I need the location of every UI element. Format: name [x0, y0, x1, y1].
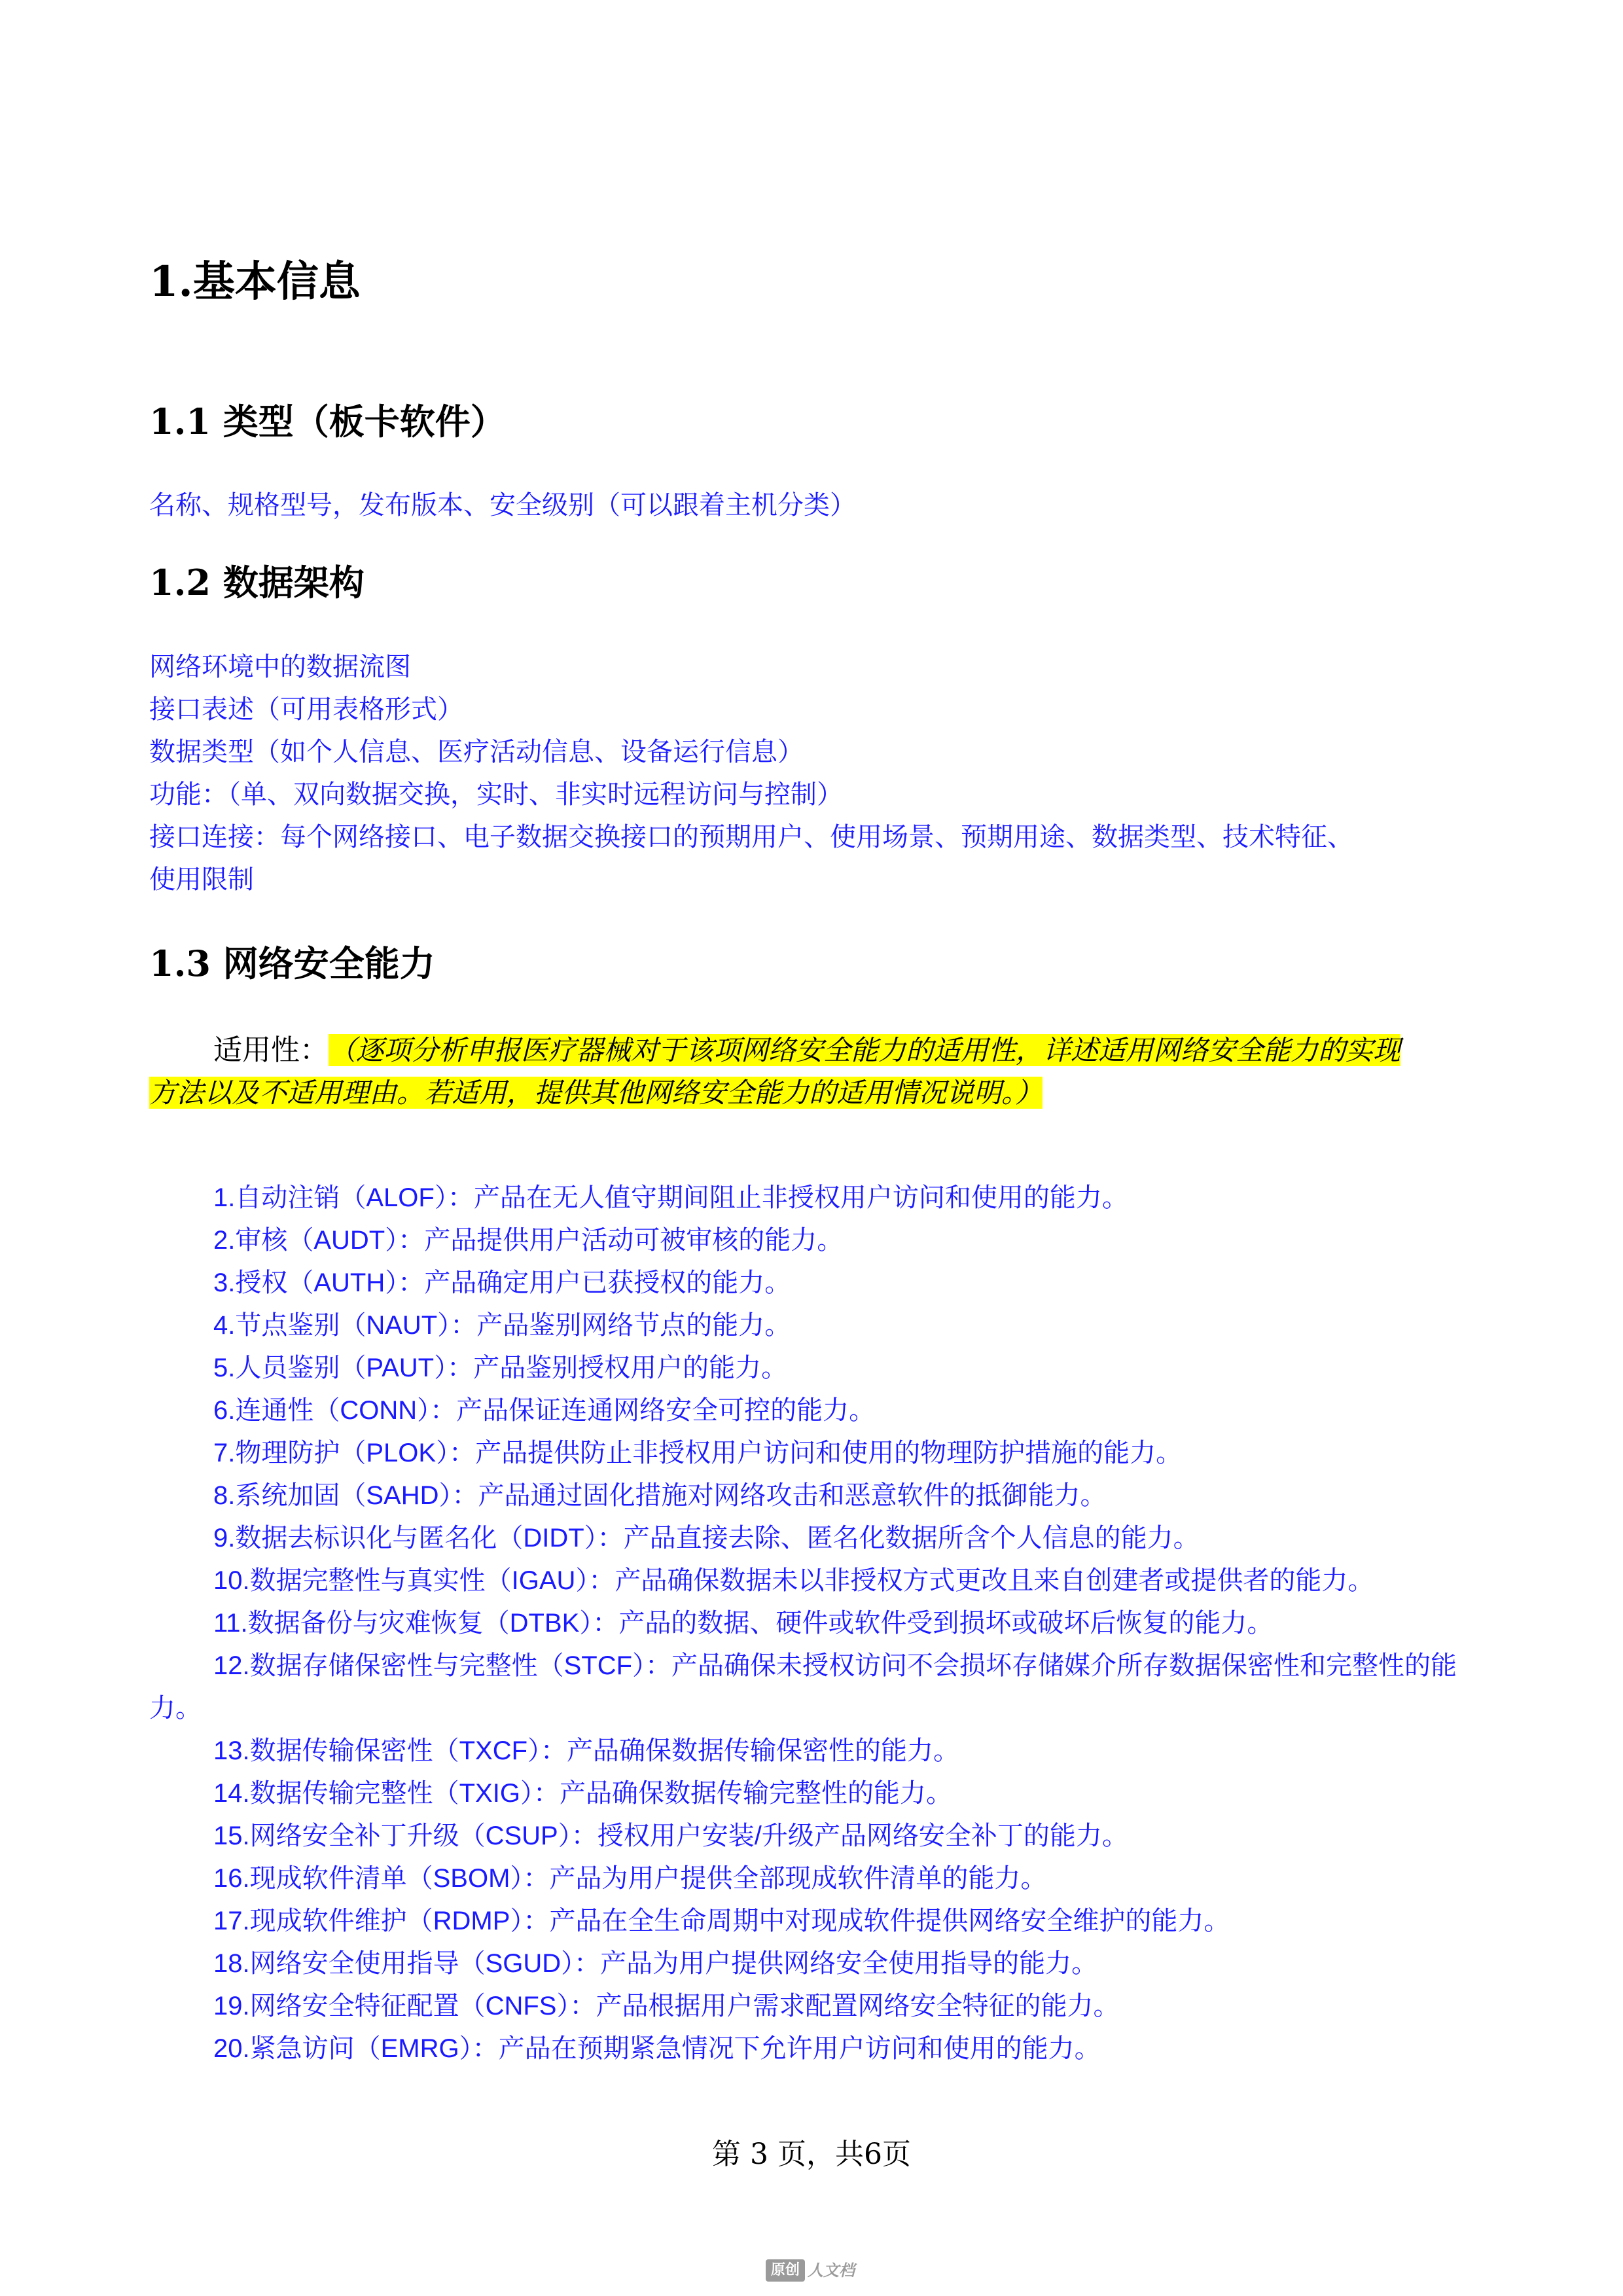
data-architecture-line: 接口表述（可用表格形式） — [149, 694, 463, 725]
heading-data-architecture: 1.2 数据架构 — [149, 562, 365, 603]
capability-item: 20.紧急访问（EMRG）：产品在预期紧急情况下允许用户访问和使用的能力。 — [213, 2034, 1101, 2063]
data-architecture-line: 功能：（单、双向数据交换，实时、非实时远程访问与控制） — [149, 780, 843, 810]
capability-item: 15.网络安全补丁升级（CSUP）：授权用户安装/升级产品网络安全补丁的能力。 — [213, 1821, 1128, 1850]
data-architecture-list — [149, 646, 1484, 901]
applicability-paragraph — [149, 1029, 1491, 1114]
capability-item: 1.自动注销（ALOF）：产品在无人值守期间阻止非授权用户访问和使用的能力。 — [213, 1183, 1128, 1212]
capability-item: 7.物理防护（PLOK）：产品提供防止非授权用户访问和使用的物理防护措施的能力。 — [213, 1439, 1183, 1467]
capability-item: 10.数据完整性与真实性（IGAU）：产品确保数据未以非授权方式更改且来自创建者或提供者的能力。 — [213, 1566, 1374, 1595]
data-architecture-line: 使用限制 — [149, 865, 254, 895]
capabilities-list — [149, 1177, 1491, 2070]
capability-item: 2.审核（AUDT）：产品提供用户活动可被审核的能力。 — [213, 1226, 844, 1255]
heading-cybersecurity-capabilities: 1.3 网络安全能力 — [149, 942, 435, 984]
watermark-logo-box: 原创 — [766, 2259, 805, 2282]
capability-item: 16.现成软件清单（SBOM）：产品为用户提供全部现成软件清单的能力。 — [213, 1864, 1047, 1893]
heading-basic-info: 1.基本信息 — [149, 257, 361, 306]
heading-type: 1.1 类型（板卡软件） — [149, 401, 506, 442]
data-architecture-line: 接口连接：每个网络接口、电子数据交换接口的预期用户、使用场景、预期用途、数据类型、技术特征、 — [149, 822, 1353, 852]
capability-item: 18.网络安全使用指导（SGUD）：产品为用户提供网络安全使用指导的能力。 — [213, 1949, 1098, 1978]
type-description: 名称、规格型号，发布版本、安全级别（可以跟着主机分类） — [149, 490, 856, 520]
capability-item: 19.网络安全特征配置（CNFS）：产品根据用户需求配置网络安全特征的能力。 — [213, 1992, 1120, 2020]
capability-item: 8.系统加固（SAHD）：产品通过固化措施对网络攻击和恶意软件的抵御能力。 — [213, 1481, 1107, 1510]
capability-item: 5.人员鉴别（PAUT）：产品鉴别授权用户的能力。 — [213, 1354, 788, 1382]
applicability-note-line1: （逐项分析申报医疗器械对于该项网络安全能力的适用性，详述适用网络安全能力的实现 — [329, 1034, 1401, 1066]
capability-item: 17.现成软件维护（RDMP）：产品在全生命周期中对现成软件提供网络安全维护的能力。 — [213, 1907, 1230, 1935]
capability-item: 11.数据备份与灾难恢复（DTBK）：产品的数据、硬件或软件受到损坏或破坏后恢复的能力。 — [213, 1609, 1274, 1638]
applicability-label: 适用性： — [213, 1033, 329, 1067]
capability-item: 12.数据存储保密性与完整性（STCF）：产品确保未授权访问不会损坏存储媒介所存数据保密性和完整性的能力。 — [149, 1651, 1457, 1723]
watermark-logo-text: 人文档 — [808, 2261, 855, 2280]
capability-item: 6.连通性（CONN）：产品保证连通网络安全可控的能力。 — [213, 1396, 876, 1425]
capability-item: 3.授权（AUTH）：产品确定用户已获授权的能力。 — [213, 1268, 791, 1297]
capability-item: 9.数据去标识化与匿名化（DIDT）：产品直接去除、匿名化数据所含个人信息的能力。 — [213, 1524, 1200, 1552]
capability-item: 14.数据传输完整性（TXIG）：产品确保数据传输完整性的能力。 — [213, 1779, 952, 1808]
data-architecture-line: 数据类型（如个人信息、医疗活动信息、设备运行信息） — [149, 737, 804, 767]
capability-item: 4.节点鉴别（NAUT）：产品鉴别网络节点的能力。 — [213, 1311, 791, 1340]
capability-item: 13.数据传输保密性（TXCF）：产品确保数据传输保密性的能力。 — [213, 1736, 960, 1765]
data-architecture-line: 网络环境中的数据流图 — [149, 652, 411, 682]
watermark-logo — [766, 2259, 855, 2282]
page-number: 第 3 页，共6页 — [712, 2138, 911, 2171]
applicability-note-line2: 方法以及不适用理由。若适用，提供其他网络安全能力的适用情况说明。） — [149, 1077, 1043, 1109]
